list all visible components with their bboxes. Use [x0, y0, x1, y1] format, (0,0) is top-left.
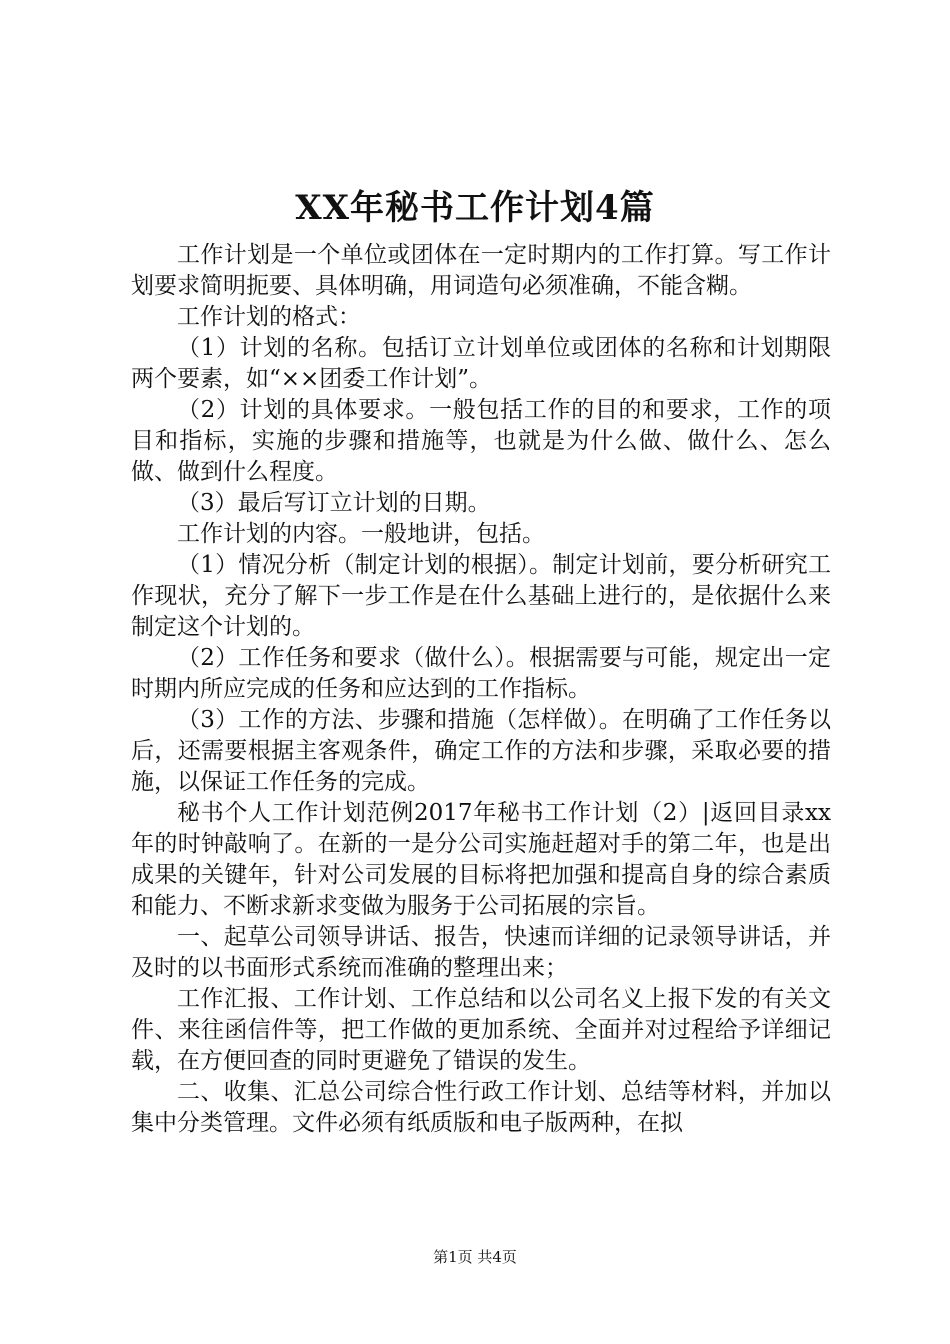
page-number-footer: 第1页 共4页 — [433, 1248, 517, 1266]
paragraph: 二、收集、汇总公司综合性行政工作计划、总结等材料，并加以集中分类管理。文件必须有纸质版和电子版两种，在拟 — [131, 1079, 831, 1136]
paragraph: （3）最后写订立计划的日期。 — [177, 490, 491, 516]
paragraph: （2）工作任务和要求（做什么）。根据需要与可能，规定出一定时期内所应完成的任务和应达到的工作指标。 — [131, 645, 831, 702]
paragraph: 一、起草公司领导讲话、报告，快速而详细的记录领导讲话，并及时的以书面形式系统而准确的整理出来； — [131, 924, 831, 981]
paragraph: 工作计划的内容。一般地讲，包括。 — [177, 521, 545, 547]
paragraph: （2）计划的具体要求。一般包括工作的目的和要求，工作的项目和指标，实施的步骤和措施等，也就是为什么做、做什么、怎么做、做到什么程度。 — [131, 397, 831, 485]
paragraph: （1）情况分析（制定计划的根据）。制定计划前，要分析研究工作现状，充分了解下一步工作是在什么基础上进行的，是依据什么来制定这个计划的。 — [131, 552, 831, 640]
document-body — [131, 240, 831, 1139]
paragraph: （1）计划的名称。包括订立计划单位或团体的名称和计划期限两个要素，如“××团委工作计划”。 — [131, 335, 831, 392]
paragraph: （3）工作的方法、步骤和措施（怎样做）。在明确了工作任务以后，还需要根据主客观条件，确定工作的方法和步骤，采取必要的措施，以保证工作任务的完成。 — [131, 707, 831, 795]
paragraph: 工作计划是一个单位或团体在一定时期内的工作打算。写工作计划要求简明扼要、具体明确，用词造句必须准确，不能含糊。 — [131, 242, 831, 299]
paragraph: 工作计划的格式： — [177, 304, 361, 330]
paragraph: 秘书个人工作计划范例2017年秘书工作计划（2）|返回目录xx年的时钟敲响了。在新的一是分公司实施赶超对手的第二年，也是出成果的关键年，针对公司发展的目标将把加强和提高自身的综合素质和能力、不断求新求变做为服务于公司拓展的宗旨。 — [131, 800, 831, 919]
document-title: XX年秘书工作计划4篇 — [295, 188, 655, 228]
paragraph: 工作汇报、工作计划、工作总结和以公司名义上报下发的有关文件、来往函信件等，把工作做的更加系统、全面并对过程给予详细记载，在方便回查的同时更避免了错误的发生。 — [131, 986, 831, 1074]
